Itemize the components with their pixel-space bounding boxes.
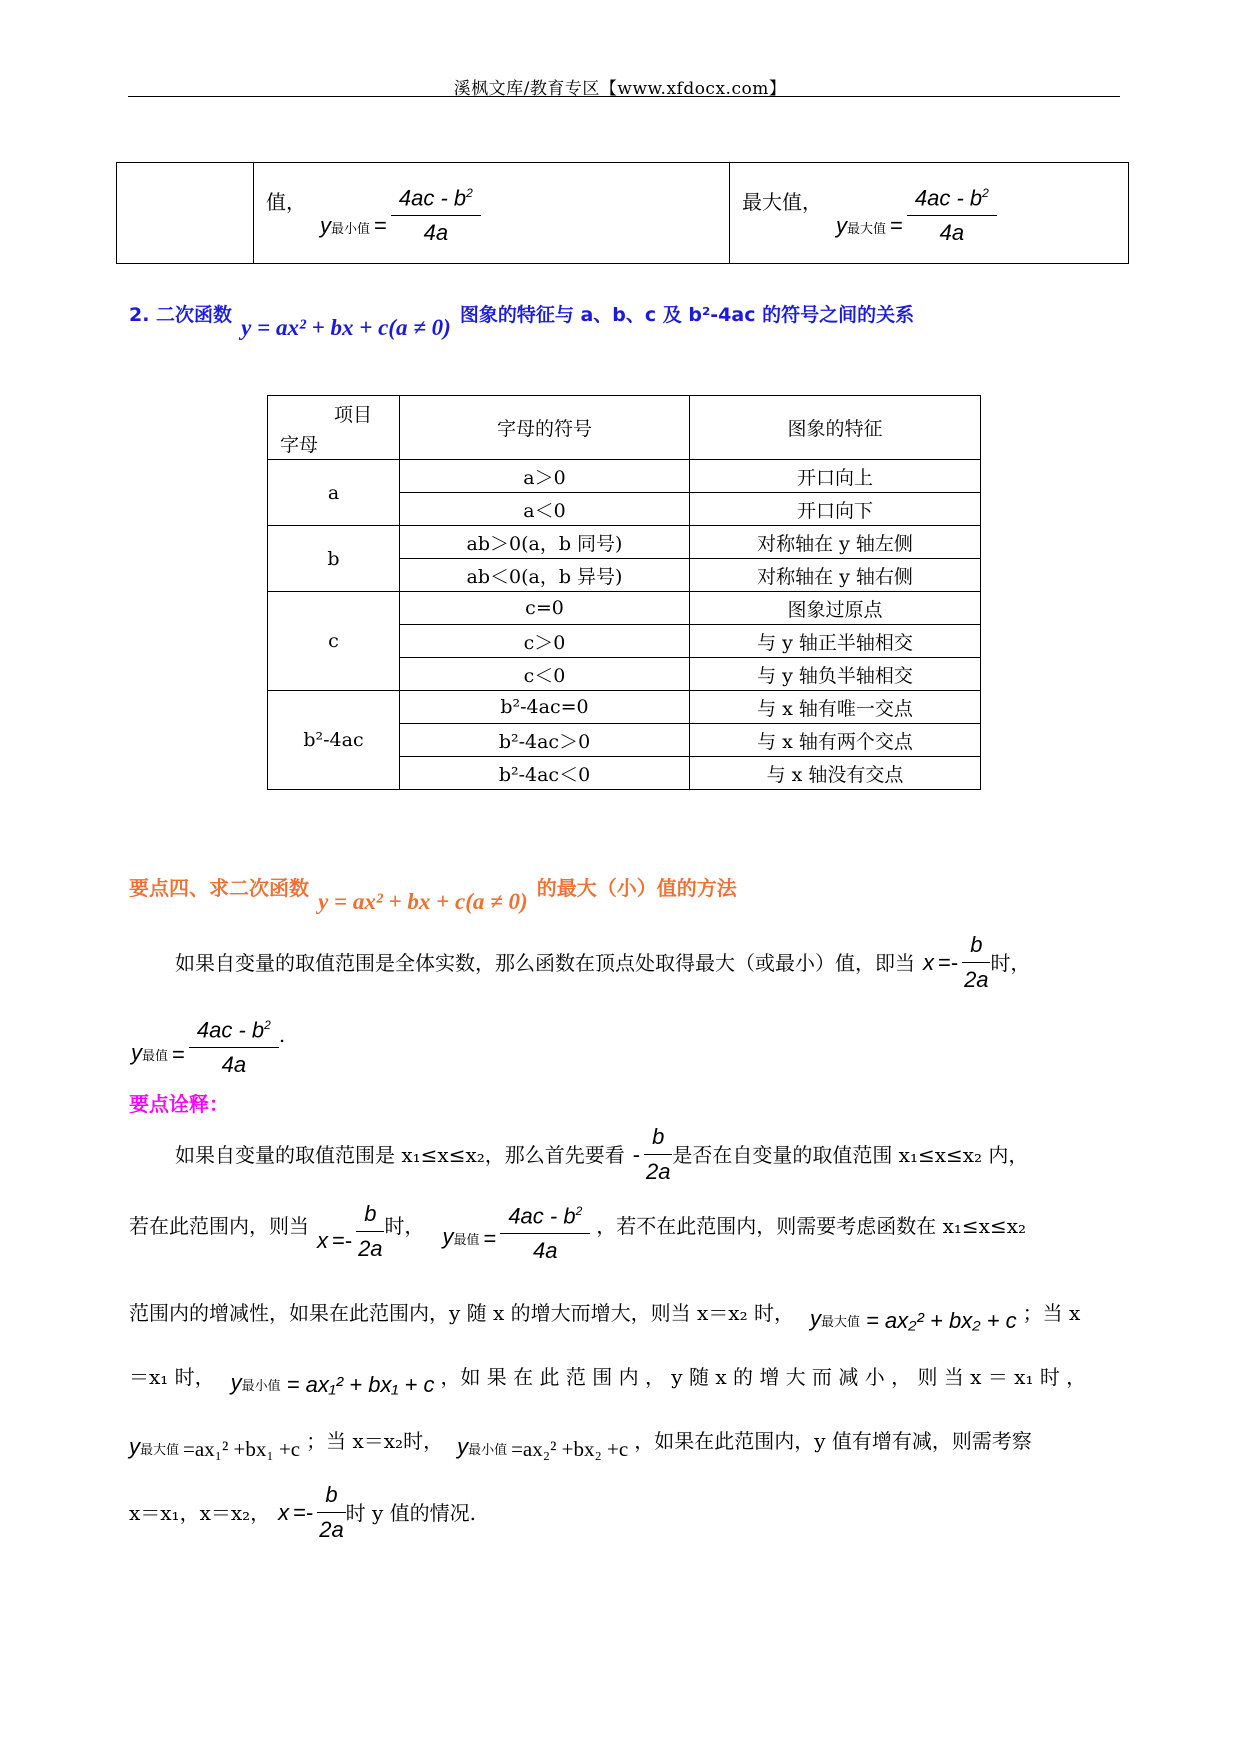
sign-cell: b²-4ac=0 xyxy=(400,691,690,724)
feature-cell: 图象过原点 xyxy=(690,592,981,625)
paragraph-2-line-5: y最大值 =ax₁² +bx₁ +c ；当 x＝x₂时， y最小值 =ax₂² +bx₂ +c ，如果在此范围内，y 值有增有减，则需考察 xyxy=(129,1429,1032,1461)
feature-cell: 与 x 轴有两个交点 xyxy=(690,724,981,757)
section-4-heading: 要点四、求二次函数 y = ax² + bx + c(a ≠ 0) 的最大（小）值的方法 xyxy=(129,876,737,914)
feature-cell: 与 y 轴负半轴相交 xyxy=(690,658,981,691)
notes-title: 要点诠释： xyxy=(129,1092,229,1116)
paragraph-1-line-2: y最值 = $\frac{4ac - b^2}{4a}$ . xyxy=(131,1010,285,1080)
paragraph-2-line-1: 如果自变量的取值范围是 x₁≤x≤x₂，那么首先要看 - $\frac{b}{2a}$ 是否在自变量的取值范围 x₁≤x≤x₂ 内， xyxy=(175,1122,1028,1187)
diag-header-cell: 项目 字母 xyxy=(268,396,400,460)
empty-cell xyxy=(117,163,254,264)
feature-cell: 开口向上 xyxy=(690,460,981,493)
letter-cell: a xyxy=(268,460,400,526)
max-label: 最大值， xyxy=(742,189,822,214)
sign-cell: ab＞0(a，b 同号) xyxy=(400,526,690,559)
feature-cell: 与 y 轴正半轴相交 xyxy=(690,625,981,658)
line6-vertex-fraction: $\frac{b}{2a}$ xyxy=(319,1482,344,1542)
sign-cell: b²-4ac＜0 xyxy=(400,757,690,790)
min-label: 值， xyxy=(266,189,306,214)
neg-b-2a-fraction: $\frac{b}{2a}$ xyxy=(645,1124,671,1184)
feature-cell: 与 x 轴没有交点 xyxy=(690,757,981,790)
max-value-cell: 最大值， y最大值 = $\frac{4ac - b^2}{4a}$ xyxy=(730,163,1129,264)
page-header: 溪枫文库/教育专区【www.xfdocx.com】 xyxy=(453,79,787,99)
letter-cell: b xyxy=(268,526,400,592)
feature-cell: 对称轴在 y 轴右侧 xyxy=(690,559,981,592)
sign-cell: c=0 xyxy=(400,592,690,625)
letter-cell: c xyxy=(268,592,400,691)
vertex-fraction: $\frac{b}{2a}$ xyxy=(964,932,989,992)
min-value-cell: 值， y最小值 = $\frac{4ac - b^2}{4a}$ xyxy=(254,163,730,264)
sign-header: 字母的符号 xyxy=(400,396,690,460)
paragraph-2-line-2: 若在此范围内，则当 x =- $\frac{b}{2a}$ 时， y最值 = $\frac{4ac - b^2}{4a}$ ，若不在此范围内，则需要考虑函数在 x₁≤x≤x₂ xyxy=(129,1196,1026,1266)
sign-cell: b²-4ac＞0 xyxy=(400,724,690,757)
sign-cell: c＜0 xyxy=(400,658,690,691)
feature-cell: 与 x 轴有唯一交点 xyxy=(690,691,981,724)
paragraph-2-line-3: 范围内的增减性，如果在此范围内，y 随 x 的增大而增大，则当 x＝x₂ 时， y最大值 = ax₂² + bx₂ + c ；当 x xyxy=(129,1301,1081,1333)
sign-cell: ab＜0(a，b 异号) xyxy=(400,559,690,592)
sign-feature-table xyxy=(267,395,981,790)
sign-cell: a＞0 xyxy=(400,460,690,493)
max-fraction: $\frac{4ac - b^2}{4a}$ xyxy=(907,178,997,248)
paragraph-1-line-1: 如果自变量的取值范围是全体实数，那么函数在顶点处取得最大（或最小）值，即当 x =- $\frac{b}{2a}$ 时， xyxy=(175,930,1030,995)
feature-cell: 对称轴在 y 轴左侧 xyxy=(690,526,981,559)
max-y: y最大值 xyxy=(836,212,887,238)
extreme-fraction: $\frac{4ac - b^2}{4a}$ xyxy=(189,1010,279,1080)
min-fraction: $\frac{4ac - b^2}{4a}$ xyxy=(391,178,481,248)
feature-header: 图象的特征 xyxy=(690,396,981,460)
paragraph-2-line-4: ＝x₁ 时， y最小值 = ax₁² + bx₁ + c ，如 果 在 此 范 围 内 ， y 随 x 的 增 大 而 减 小 ， 则 当 x ＝ x₁ 时 ， xyxy=(129,1365,1087,1397)
line2-extreme-fraction: $\frac{4ac - b^2}{4a}$ xyxy=(500,1196,590,1266)
line2-vertex-fraction: $\frac{b}{2a}$ xyxy=(358,1200,383,1261)
letter-cell: b²-4ac xyxy=(268,691,400,790)
sign-cell: a＜0 xyxy=(400,493,690,526)
section-2-heading: 2. 二次函数 y = ax² + bx + c(a ≠ 0) 图象的特征与 a、b、c 及 b²-4ac 的符号之间的关系 xyxy=(129,304,915,340)
sign-cell: c＞0 xyxy=(400,625,690,658)
min-y: y最小值 xyxy=(320,212,371,238)
paragraph-2-line-6: x＝x₁，x＝x₂， x =- $\frac{b}{2a}$ 时 y 值的情况. xyxy=(129,1480,476,1545)
header-divider xyxy=(128,96,1120,97)
feature-cell: 开口向下 xyxy=(690,493,981,526)
extreme-value-table xyxy=(116,162,1129,264)
